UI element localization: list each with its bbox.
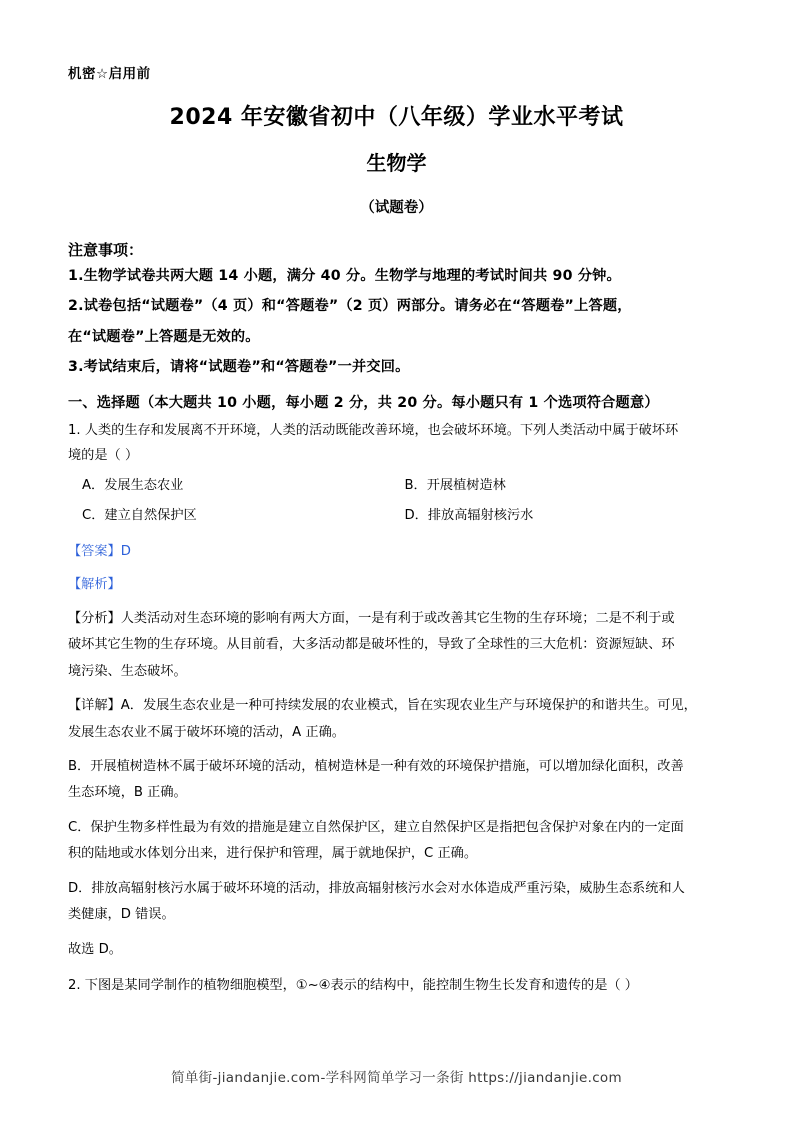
question-1-stem-line2: 境的是（ ） [68,448,139,464]
notice-item-2-cont: 在“试题卷”上答题是无效的。 [68,328,260,345]
notice-item-1: 1.生物学试卷共两大题 14 小题，满分 40 分。生物学与地理的考试时间共 90 分钟。 [68,268,621,284]
explain-paragraph-1-text: 人类活动对生态环境的影响有两大方面，一是有利于或改善其它生物的生存环境；二是不利于或 [120,611,675,627]
explain-paragraph-1-lead: 【分析】 [68,611,121,627]
question-2-stem-line1: 下图是某同学制作的植物细胞模型，①~④表示的结构中，能控制生物生长发育和遗传的是（ ） [84,977,638,993]
question-1-option-b[interactable]: B．开展植树造林 [404,478,506,494]
question-2-stem [68,973,725,999]
question-1-options-row-1 [68,473,725,499]
explain-paragraph-11: 类健康，D 错误。 [68,907,175,923]
explain-paragraph-4-lead: 【详解】 [68,698,121,714]
answer-value: D [120,543,131,559]
question-2-number: 2. [68,977,81,993]
subject-title: 生物学 [366,151,427,175]
question-1-option-d[interactable]: D．排放高辐射核污水 [404,507,534,523]
notice-heading: 注意事项： [68,241,144,259]
explain-paragraph-6: B．开展植树造林不属于破坏环境的活动，植树造林是一种有效的环境保护措施，可以增加绿化面积，改善 [68,759,684,775]
section-heading: 一、选择题（本大题共 10 小题，每小题 2 分，共 20 分。每小题只有 1 个选项符合题意） [68,394,659,411]
explain-paragraph-8: C．保护生物多样性最为有效的措施是建立自然保护区，建立自然保护区是指把包含保护对象在内的一定面 [68,819,684,835]
explain-paragraph-9: 积的陆地或水体划分出来，进行保护和管理，属于就地保护，C 正确。 [68,846,478,862]
explain-paragraph-7: 生态环境，B 正确。 [68,785,187,801]
paper-type: （试题卷） [360,200,433,216]
explain-paragraph-12: 故选 D。 [68,941,122,957]
question-1-options-row-2 [68,503,725,529]
question-1-explain-label: 【解析】 [68,577,121,593]
footer-watermark: 简单街-jiandanjie.com-学科网简单学习一条街 https://jiandanjie.com [171,1070,622,1086]
explain-paragraph-4-text: A．发展生态农业是一种可持续发展的农业模式，旨在实现农业生产与环境保护的和谐共生。可见， [120,698,697,714]
explain-paragraph-1 [68,606,725,632]
explain-paragraph-2: 破坏其它生物的生存环境。从目前看，大多活动都是破坏性的，导致了全球性的三大危机：资源短缺、环 [68,637,675,653]
question-1-option-c[interactable]: C．建立自然保护区 [82,507,197,523]
question-1-answer [68,539,725,565]
question-1-stem-line1: 人类的生存和发展离不开环境，人类的活动既能改善环境，也会破坏环境。下列人类活动中属于破坏环 [84,422,679,438]
page-title: 2024 年安徽省初中（八年级）学业水平考试 [169,105,624,130]
secret-mark: 机密☆启用前 [68,66,151,82]
explain-paragraph-5: 发展生态农业不属于破坏环境的活动，A 正确。 [68,724,345,740]
notice-item-2: 2.试卷包括“试题卷”（4 页）和“答题卷”（2 页）两部分。请务必在“答题卷”上答题， [68,298,632,315]
explain-paragraph-3: 境污染、生态破坏。 [68,663,187,679]
question-1-number: 1. [68,422,81,438]
answer-label: 【答案】 [68,543,121,559]
question-1-option-a[interactable]: A．发展生态农业 [82,478,184,494]
explain-paragraph-10: D．排放高辐射核污水属于破坏环境的活动，排放高辐射核污水会对水体造成严重污染，威胁生态系统和人 [68,880,685,896]
explain-paragraph-4 [68,693,725,719]
notice-item-3: 3.考试结束后，请将“试题卷”和“答题卷”一并交回。 [68,359,410,376]
question-1-stem [68,418,725,444]
